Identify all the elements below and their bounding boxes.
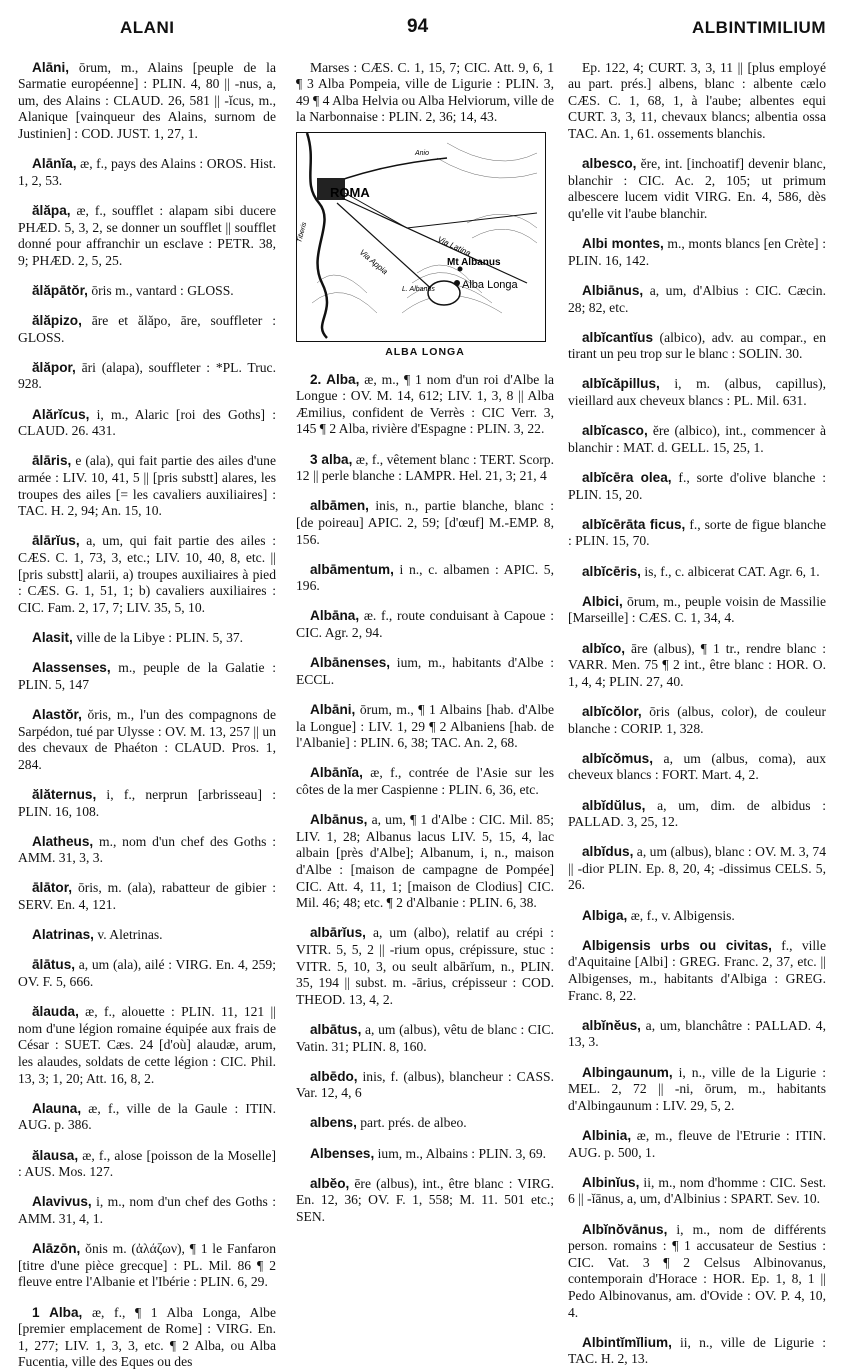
entry-headword: albĭcŏmus, [582,750,654,766]
dictionary-entry [296,452,554,485]
entry-definition: æ, m., ¶ 1 nom d'un roi d'Albe la Longue : OV. M. 14, 612; LIV. 1, 3, 8 || Alba Æmilius, confident de Verrès : CIC Verr. 3, 145 ¶ 2 Alba, rivière d'Espagne : PLIN. 3, 22. [296,371,555,437]
dictionary-entry [568,1128,826,1161]
dictionary-entry [18,533,276,616]
entry-headword: albĭnĕus, [582,1017,641,1033]
dictionary-entry [296,1176,554,1226]
entry-definition: æ, f., ¶ 1 Alba Longa, Albe [premier emplacement de Rome] : VIRG. En. 1, 277; LIV. 1, 3, 3, etc. ¶ 2 Alba, ou Alba Fucentia, ville des Eques ou des [18,1304,276,1370]
entry-definition: æ, f., soufflet : alapam sibi ducere PHÆD. 5, 3, 2, se donner un soufflet || soufflet donné pour affranchir un esclave : PETR. 38, 9; PHÆD. 2, 5, 25. [18,202,276,268]
dictionary-entry [296,1069,554,1102]
entry-headword: albātus, [310,1021,362,1037]
map-label-tiberis: Tiberis [296,221,309,244]
entry-headword: Albiānus, [582,282,644,298]
entry-headword: albens, [310,1115,357,1131]
dictionary-entry [296,702,554,752]
dictionary-entry [568,704,826,737]
entry-headword: albĭcantĭus [582,329,654,345]
entry-headword: Alastŏr, [32,706,82,722]
entry-headword: Alauna, [32,1100,82,1116]
entry-headword: albāmentum, [310,561,394,577]
entry-definition: a, um (ala), ailé : VIRG. En. 4, 259; OV. F. 5, 666. [18,957,276,990]
entry-headword: ălăpor, [32,359,76,375]
entry-headword: ălăpa, [32,202,71,218]
entry-headword: Alāni, [32,59,70,75]
entry-definition: Ep. 122, 4; CURT. 3, 3, 11 || [plus employé au part. prés.] albens, blanc : albente cælo CÆS. C. 1, 68, 1, à l'aube; albentes equi CURT. 3, 3, 11, chevaux blancs; albentia ossa TAC. An. 1, 61. ossements blanchis. [568,59,826,141]
entry-headword: Albānĭa, [310,765,363,781]
entry-headword: Albici, [582,593,623,609]
entry-definition: ōris m., vantard : GLOSS. [87,282,234,298]
running-head-right: ALBINTIMILIUM [692,18,826,37]
dictionary-entry [568,594,826,627]
entry-definition: Marses : CÆS. C. 1, 15, 7; CIC. Att. 9, 6, 1 ¶ 3 Alba Pompeia, ville de Ligurie : PLIN. 3, 49 ¶ 4 Alba Helvia ou Alba Helviorum, ville de la Narbonnaise : PLIN. 2, 36; 14, 43. [296,59,554,125]
entry-definition: æ, f., contrée de l'Asie sur les côtes de la mer Caspienne : PLIN. 6, 36, etc. [296,765,554,797]
entry-headword: albĕo, [310,1175,350,1191]
column-1 [18,46,276,1370]
dictionary-entry [568,376,826,409]
dictionary-entry [568,938,826,1004]
entry-definition: e (ala), qui fait partie des ailes d'une armée : LIV. 10, 41, 5 || [pris substt] alares, les troupes des ailes [= les cavaliers auxiliaires] : TAC. H. 2, 94; An. 15, 10. [18,453,276,519]
dictionary-entry [568,641,826,691]
map-label-alba: Alba Longa [462,278,518,291]
entry-definition: āre (albus), ¶ 1 tr., rendre blanc : VARR. Men. 75 ¶ 2 int., être blanc : HOR. O. 1, 4, 4; PLIN. 27, 40. [568,640,826,689]
dictionary-entry [568,564,826,581]
dictionary-entry [18,313,276,346]
dictionary-entry [18,1305,276,1371]
entry-headword: albĭcasco, [582,423,648,439]
dictionary-entry [18,1101,276,1134]
dictionary-entry [18,453,276,519]
dictionary-entry [296,1022,554,1055]
entry-definition: f., sorte d'olive blanche : PLIN. 15, 20. [568,470,826,502]
entry-headword: Albigensis urbs ou civitas, [582,937,772,953]
entry-headword: Alărĭcus, [32,406,90,422]
dictionary-entry [568,908,826,925]
running-head-left: ALANI [120,18,175,37]
dictionary-entry [18,880,276,913]
map-label-roma: ROMA [330,184,370,200]
dictionary-entry [18,1241,276,1291]
entry-definition: ōrum, m., Alains [peuple de la Sarmatie européenne] : PLIN. 4, 80 || -nus, a, um, des Alains : CLAUD. 26, 581 || -ĭcus, m., Alanique [vainqueur des Alains, surnom de Justinien] : COD. JUST. 1, 27, 1. [18,59,276,141]
entry-headword: ălăpizo, [32,313,82,329]
entry-definition: m., monts blancs [en Crète] : PLIN. 16, 142. [568,236,826,268]
column-2 [296,46,554,1352]
dictionary-entry [568,517,826,550]
alba-longa-map [296,132,546,342]
dictionary-entry [296,1115,554,1132]
dictionary-entry [18,957,276,990]
dictionary-entry [296,655,554,688]
entry-headword: ālārĭus, [32,533,80,549]
dictionary-entry [18,1148,276,1181]
entry-headword: albĭco, [582,640,626,656]
dictionary-entry [18,203,276,269]
entry-definition: a, um (albus), blanc : OV. M. 3, 74 || -dior PLIN. Ep. 8, 20, 4; -dissimus CELS. 5, 26. [568,844,826,893]
entry-definition: āri (alapa), souffleter : *PL. Truc. 928. [18,359,276,392]
entry-definition: æ, f., pays des Alains : OROS. Hist. 1, 2, 53. [18,156,276,188]
entry-headword: albesco, [582,156,637,172]
entry-headword: albārĭus, [310,925,366,941]
entry-definition: ĕre, int. [inchoatif] devenir blanc, blanchir : CIC. Ac. 2, 105; ut primum albescere lucem vidit VIRG. En. 4, 586, dès qu'elle vit l'aube blanchir. [568,156,826,221]
entry-definition: is, f., c. albicerat CAT. Agr. 6, 1. [640,563,820,579]
entry-headword: Alassenses, [32,660,111,676]
entry-headword: Albāna, [310,608,360,624]
entry-headword: albĭdŭlus, [582,797,646,813]
entry-headword: albāmen, [310,498,369,514]
entry-headword: 3 alba, [310,451,353,467]
map-illustration [297,133,542,338]
entry-definition: ōris, m. (ala), rabatteur de gibier : SERV. En. 4, 121. [18,880,276,913]
dictionary-entry [18,360,276,393]
entry-headword: Albiga, [582,907,628,923]
entry-headword: Albānenses, [310,655,391,671]
map-label-mons: Mt Albanus [447,256,501,268]
entry-headword: ălăternus, [32,786,97,802]
entry-definition: i, m., Alaric [roi des Goths] : CLAUD. 26. 431. [18,406,276,439]
column-3 [568,46,826,1367]
dictionary-entry [296,925,554,1008]
entry-definition: æ, f., vêtement blanc : TERT. Scorp. 12 || perle blanche : LAMPR. Hel. 21, 3; 21, 4 [296,451,554,484]
dictionary-entry [568,751,826,784]
entry-definition: ii, n., ville de Ligurie : TAC. H. 2, 13. [568,1334,826,1367]
entry-definition: i, n., ville de la Ligurie : MEL. 2, 72 || -ni, ōrum, m., habitants d'Albingaunum : LIV. 29, 5, 2. [568,1064,826,1113]
entry-definition: a, um, blanchâtre : PALLAD. 4, 13, 3. [568,1017,826,1050]
dictionary-entry [296,765,554,798]
entry-definition: a, um (albus, coma), aux cheveux blancs : FORT. Mart. 4, 2. [568,750,826,783]
entry-headword: ālāris, [32,453,72,469]
entry-headword: ălăpātŏr, [32,282,88,298]
entry-definition: ville de la Libye : PLIN. 5, 37. [72,629,244,645]
dictionary-entry [568,1175,826,1208]
entry-headword: ālātor, [32,880,73,896]
entry-definition: æ, f., ville de la Gaule : ITIN. AUG. p. 386. [18,1100,276,1133]
entry-definition: æ, m., fleuve de l'Etrurie : ITIN. AUG. p. 500, 1. [568,1127,826,1160]
entry-definition: æ, f., alose [poisson de la Moselle] : AUS. Mos. 127. [18,1147,276,1180]
entry-definition: ōrum, m., ¶ 1 Albains [hab. d'Albe la Longue] : LIV. 1, 29 ¶ 2 Albaniens [hab. de l'Albanie] : PLIN. 6, 38; TAC. An. 2, 68. [296,702,554,751]
dictionary-entry [18,660,276,693]
entry-definition: i n., c. albamen : APIC. 5, 196. [296,561,554,594]
dictionary-entry [18,787,276,820]
map-label-lacus: L. Albanus [402,285,435,293]
entry-definition: ōrum, m., peuple voisin de Massilie [Marseille] : CÆS. C. 1, 34, 4. [568,593,826,626]
entry-headword: albĭdus, [582,844,634,860]
dictionary-entry [568,1335,826,1368]
entry-headword: Alasit, [32,629,73,645]
map-label-anio: Anio [415,149,430,157]
entry-headword: albĭcăpillus, [582,376,660,392]
entry-definition: āre et ălăpo, āre, souffleter : GLOSS. [18,313,276,345]
dictionary-entry [568,1018,826,1051]
entry-definition: ium, m., Albains : PLIN. 3, 69. [374,1145,547,1161]
entry-headword: ālātus, [32,957,76,973]
entry-definition: ium, m., habitants d'Albe : ECCL. [296,655,554,687]
dictionary-entry [568,844,826,894]
entry-headword: albēdo, [310,1068,358,1084]
entry-definition: æ, f., alouette : PLIN. 11, 121 || nom d'une légion romaine équipée aux frais de César : SUET. Cæs. 24 [d'où] alaudæ, arum, les alaudes, soldats de cette légion : CIC. Phil. 13, 3; 1, 20; Att. 16, 8, 2. [18,1004,276,1086]
entry-headword: Albinĭus, [582,1174,640,1190]
dictionary-entry [18,1194,276,1227]
dictionary-entry [568,470,826,503]
entry-definition: v. Aletrinas. [93,927,163,943]
entry-definition: ŏnis m. (ἀλάζων), ¶ 1 le Fanfaron [titre d'une pièce grecque] : PL. Mil. 86 ¶ 2 fleuve entre l'Albanie et l'Ibérie : PLIN. 6, 29. [18,1241,276,1290]
entry-definition: inis, n., partie blanche, blanc : [de poireau] APIC. 2, 59; [d'œuf] M.-EMP. 8, 156. [296,498,554,547]
dictionary-entry [18,834,276,867]
entry-headword: Albenses, [310,1145,375,1161]
entry-definition: i, m., nom d'un chef des Goths : AMM. 31, 4, 1. [18,1194,276,1226]
map-label-via-latina: Via Latina [436,234,473,258]
entry-headword: Alavivus, [32,1194,92,1210]
dictionary-entry [296,562,554,595]
entry-headword: ălausa, [32,1147,79,1163]
entry-definition: ii, m., nom d'homme : CIC. Sest. 6 || -ĭānus, a, um, d'Albinius : SPART. Sev. 10. [568,1174,826,1207]
entry-headword: 2. Alba, [310,371,360,387]
dictionary-entry [18,630,276,647]
entry-definition: ōris (albus, color), de couleur blanche : CORIP. 1, 328. [568,703,826,736]
dictionary-entry [18,927,276,944]
entry-definition: a, um, qui fait partie des ailes : CÆS. C. 1, 73, 3, etc.; LIV. 10, 40, 8, etc. || [pris substt] alarii, a) troupes auxiliaires à pied : CÆS. G. 1, 51, 1; b) cavaliers auxiliaires : CIC. Fam. 2, 17, 7; LIV. 35, 5, 10. [18,533,276,615]
figure-caption: ALBA LONGA [385,345,465,358]
entry-definition: æ. f., route conduisant à Capoue : CIC. Agr. 2, 94. [296,608,554,641]
entry-definition: ŏris, m., l'un des compagnons de Sarpédon, tué par Ulysse : OV. M. 13, 257 || un des chevaux de Phaéton : CLAUD. Pros. 1, 284. [18,706,276,772]
entry-definition: æ, f., v. Albigensis. [627,907,735,923]
entry-headword: Albi montes, [582,236,664,252]
entry-definition: part. prés. de albeo. [356,1115,467,1131]
entry-definition: a, um, ¶ 1 d'Albe : CIC. Mil. 85; LIV. 1, 28; Albanus lacus LIV. 5, 15, 4, lac albain [près d'Albe]; Albanum, i, n., maison d'Albe : [maison de campagne de Pompée] CIC. Att. 4, 11, 1; [maison de Clodius] CIC. Mil. 46; 48; etc. ¶ 2 d'Albanie : PLIN. 6, 38. [296,812,554,911]
entry-headword: Albĭnŏvānus, [582,1221,668,1237]
entry-headword: Albingaunum, [582,1064,673,1080]
entry-definition: f., ville d'Aquitaine [Albi] : GREG. Franc. 2, 37, etc. || Albigenses, m., habitants d'Albiga : GREG. Franc. 8, 22. [568,937,826,1003]
entry-definition: a, um (albus), vêtu de blanc : CIC. Vatin. 31; PLIN. 8, 160. [296,1021,554,1054]
dictionary-entry [296,498,554,548]
page-header [0,8,846,44]
entry-headword: 1 Alba, [32,1304,83,1320]
dictionary-entry [18,707,276,773]
entry-headword: Albāni, [310,702,356,718]
page-number: 94 [407,16,429,37]
entry-definition: i, f., nerprun [arbrisseau] : PLIN. 16, 108. [18,786,276,819]
entry-definition: a, um (albo), relatif au crépi : VITR. 5, 5, 2 || -rium opus, crépissure, stuc : VITR. 5, 10, 3, ou seult albārĭum, n., PLIN. 35, 194 || subst. m. -ārius, crépisseur : COD. THEOD. 13, 4, 2. [296,925,554,1007]
entry-headword: albĭcŏlor, [582,703,642,719]
dictionary-entry [568,330,826,363]
dictionary-entry [18,407,276,440]
dictionary-entry [18,60,276,143]
dictionary-entry [18,1004,276,1087]
entry-definition: a, um, d'Albius : CIC. Cæcin. 28; 82, etc. [568,282,826,315]
dictionary-entry [296,1146,554,1163]
dictionary-entry [568,423,826,456]
dictionary-entry [568,236,826,269]
entry-definition: ēre (albus), int., être blanc : VIRG. En. 12, 36; OV. F. 1, 558; M. 11. 501 etc.; SEN. [296,1175,554,1225]
entry-headword: Alatheus, [32,833,94,849]
entry-headword: albĭcērāta ficus, [582,516,686,532]
dictionary-entry [568,156,826,222]
dictionary-entry [296,372,554,438]
dictionary-entry [568,283,826,316]
entry-definition: ĕre (albico), int., commencer à blanchir : MAT. d. GELL. 15, 25, 1. [568,423,826,455]
entry-headword: Albinia, [582,1127,632,1143]
entry-definition: m., peuple de la Galatie : PLIN. 5, 147 [18,660,276,692]
dictionary-entry [296,812,554,912]
dictionary-entry [296,60,554,126]
entry-headword: ălauda, [32,1004,79,1020]
dictionary-entry [568,1065,826,1115]
dictionary-entry [18,283,276,300]
entry-definition: inis, f. (albus), blancheur : CASS. Var. 12, 4, 6 [296,1068,554,1101]
entry-headword: Albānus, [310,812,368,828]
entry-headword: Alānĭa, [32,156,77,172]
entry-definition: i, m., nom de différents person. romains : ¶ 1 accusateur de Sestius : CIC. Vat. 3 ¶ 2 Celsus Albinovanus, contemporain d'Horace : HOR. Ep. 1, 8, 1 || Pedo Albinovanus, am. d'Ovide : OV. P. 4, 10, 4. [568,1221,826,1320]
entry-definition: m., nom d'un chef des Goths : AMM. 31, 3, 3. [18,833,276,866]
entry-headword: Alatrinas, [32,927,94,943]
entry-definition: a, um, dim. de albidus : PALLAD. 3, 25, 12. [568,797,826,830]
entry-headword: albĭcēra olea, [582,470,672,486]
entry-headword: albĭcēris, [582,563,641,579]
entry-definition: i, m. (albus, capillus), vieillard aux cheveux blancs : PL. Mil. 631. [568,376,826,409]
dictionary-entry [296,608,554,641]
entry-definition: (albico), adv. au compar., en tirant un peu trop sur le blanc : SOLIN. 30. [568,329,826,362]
entry-definition: f., sorte de figue blanche : PLIN. 15, 70. [568,516,826,549]
entry-headword: Albintĭmĭlium, [582,1334,672,1350]
dictionary-entry [568,798,826,831]
dictionary-entry [568,60,826,143]
entry-headword: Alāzōn, [32,1241,81,1257]
map-label-via-appia: Via Appia [357,247,390,277]
dictionary-entry [568,1222,826,1322]
dictionary-entry [18,156,276,189]
